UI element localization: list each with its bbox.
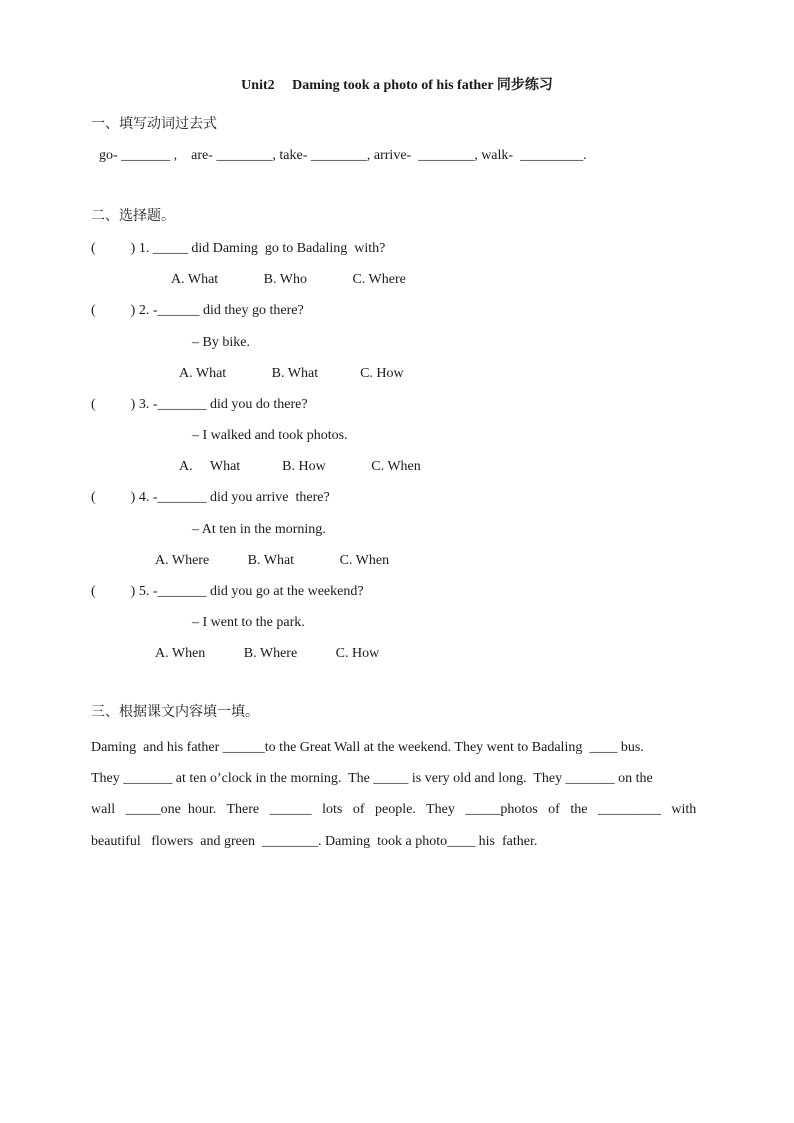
passage-line-4: beautiful flowers and green ________. Daming took a photo____ his father. [91, 834, 538, 849]
question-5-options: A. When B. Where C. How [155, 646, 380, 661]
section2-heading: 二、选择题。 [91, 208, 175, 224]
question-2-answer: – By bike. [192, 335, 250, 350]
question-3-answer: – I walked and took photos. [192, 428, 348, 443]
passage-line-3: wall _____one hour. There ______ lots of people. They _____photos of the _________ with [91, 802, 697, 817]
question-5-answer: – I went to the park. [192, 615, 305, 630]
question-4-stem: ( ) 4. -_______ did you arrive there? [91, 490, 330, 505]
section3-heading: 三、根据课文内容填一填。 [91, 704, 259, 720]
section1-fill-line: go- _______ , are- ________, take- ________, arrive- ________, walk- _________. [99, 148, 587, 163]
question-4-options: A. Where B. What C. When [155, 553, 390, 568]
question-3-options: A. What B. How C. When [179, 459, 421, 474]
question-1-stem: ( ) 1. _____ did Daming go to Badaling with? [91, 241, 386, 256]
question-3-stem: ( ) 3. -_______ did you do there? [91, 397, 308, 412]
question-1-options: A. What B. Who C. Where [171, 272, 406, 287]
question-2-stem: ( ) 2. -______ did they go there? [91, 303, 304, 318]
question-5-stem: ( ) 5. -_______ did you go at the weekend? [91, 584, 364, 599]
passage-line-2: They _______ at ten o’clock in the morning. The _____ is very old and long. They _______ on the [91, 771, 653, 786]
question-4-answer: – At ten in the morning. [192, 522, 326, 537]
section1-heading: 一、填写动词过去式 [91, 116, 217, 132]
question-2-options: A. What B. What C. How [179, 366, 404, 381]
passage-line-1: Daming and his father ______to the Great Wall at the weekend. They went to Badaling ____ bus. [91, 740, 644, 755]
page-title: Unit2 Daming took a photo of his father 同步练习 [241, 78, 553, 93]
